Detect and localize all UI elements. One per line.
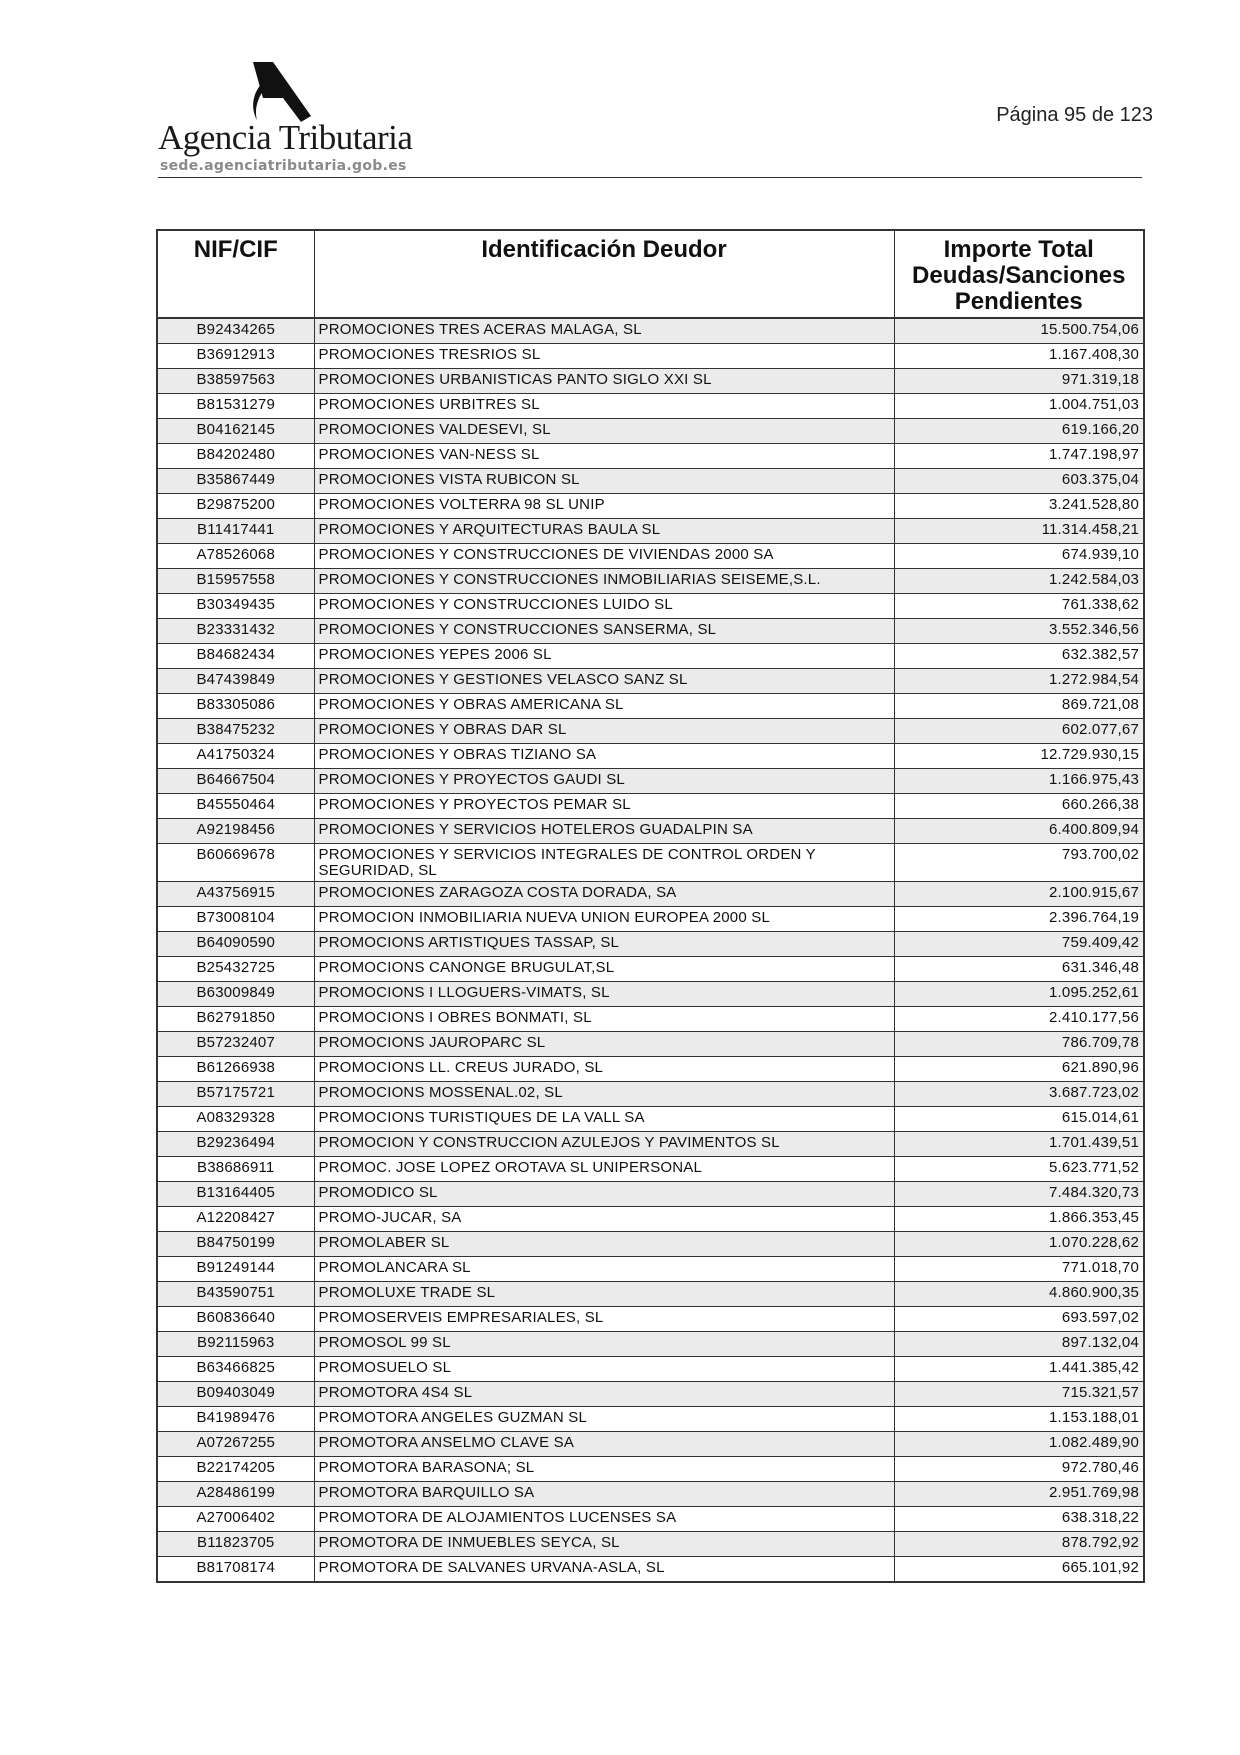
table-row <box>157 882 1144 907</box>
debtor-name-cell: PROMOSOL 99 SL <box>314 1332 894 1357</box>
nif-cell: B25432725 <box>157 957 314 982</box>
debtor-name-cell: PROMOCIONES Y SERVICIOS INTEGRALES DE CONTROL ORDEN Y SEGURIDAD, SL <box>314 844 894 882</box>
amount-cell: 632.382,57 <box>894 644 1144 669</box>
debtor-name-cell: PROMOCIONES Y OBRAS AMERICANA SL <box>314 694 894 719</box>
nif-cell: A92198456 <box>157 819 314 844</box>
amount-cell: 665.101,92 <box>894 1557 1144 1583</box>
nif-cell: B83305086 <box>157 694 314 719</box>
table-row <box>157 794 1144 819</box>
table-row <box>157 644 1144 669</box>
debtor-name-cell: PROMOCIONES Y OBRAS DAR SL <box>314 719 894 744</box>
table-row <box>157 419 1144 444</box>
table-row <box>157 719 1144 744</box>
nif-cell: B64667504 <box>157 769 314 794</box>
nif-cell: A78526068 <box>157 544 314 569</box>
table-row <box>157 907 1144 932</box>
table-row <box>157 1182 1144 1207</box>
table-row <box>157 769 1144 794</box>
nif-cell: A43756915 <box>157 882 314 907</box>
debtor-name-cell: PROMOCIONS JAUROPARC SL <box>314 1032 894 1057</box>
nif-cell: B60836640 <box>157 1307 314 1332</box>
amount-cell: 759.409,42 <box>894 932 1144 957</box>
debtor-name-cell: PROMOTORA DE SALVANES URVANA-ASLA, SL <box>314 1557 894 1583</box>
table-body <box>157 318 1144 1582</box>
nif-cell: B38597563 <box>157 369 314 394</box>
debtor-name-cell: PROMOTORA ANGELES GUZMAN SL <box>314 1407 894 1432</box>
nif-cell: B38475232 <box>157 719 314 744</box>
table-row <box>157 844 1144 882</box>
amount-cell: 2.951.769,98 <box>894 1482 1144 1507</box>
table-row <box>157 1032 1144 1057</box>
amount-cell: 1.272.984,54 <box>894 669 1144 694</box>
debtor-name-cell: PROMOCIONES Y ARQUITECTURAS BAULA SL <box>314 519 894 544</box>
table-row <box>157 744 1144 769</box>
nif-cell: B36912913 <box>157 344 314 369</box>
amount-cell: 1.441.385,42 <box>894 1357 1144 1382</box>
amount-cell: 631.346,48 <box>894 957 1144 982</box>
column-header-importe: Importe Total Deudas/Sanciones Pendientes <box>894 230 1144 318</box>
nif-cell: B84750199 <box>157 1232 314 1257</box>
amount-cell: 2.396.764,19 <box>894 907 1144 932</box>
table-row <box>157 1157 1144 1182</box>
debtor-name-cell: PROMOCIONES VAN-NESS SL <box>314 444 894 469</box>
debtor-name-cell: PROMOCIONES Y PROYECTOS PEMAR SL <box>314 794 894 819</box>
amount-cell: 786.709,78 <box>894 1032 1144 1057</box>
debtor-name-cell: PROMOCIONES Y CONSTRUCCIONES SANSERMA, SL <box>314 619 894 644</box>
table-row <box>157 1057 1144 1082</box>
table-row <box>157 1432 1144 1457</box>
debtor-name-cell: PROMOCIONS MOSSENAL.02, SL <box>314 1082 894 1107</box>
amount-cell: 1.242.584,03 <box>894 569 1144 594</box>
nif-cell: B38686911 <box>157 1157 314 1182</box>
table-row <box>157 1507 1144 1532</box>
nif-cell: A08329328 <box>157 1107 314 1132</box>
agencia-tributaria-logo-icon <box>243 62 313 124</box>
table-row <box>157 957 1144 982</box>
debtor-name-cell: PROMOLUXE TRADE SL <box>314 1282 894 1307</box>
debtor-name-cell: PROMOC. JOSE LOPEZ OROTAVA SL UNIPERSONAL <box>314 1157 894 1182</box>
table-row <box>157 469 1144 494</box>
table-row <box>157 1257 1144 1282</box>
table-row <box>157 1207 1144 1232</box>
nif-cell: B62791850 <box>157 1007 314 1032</box>
amount-cell: 1.095.252,61 <box>894 982 1144 1007</box>
nif-cell: B92115963 <box>157 1332 314 1357</box>
debtor-name-cell: PROMO-JUCAR, SA <box>314 1207 894 1232</box>
page-header <box>0 0 1240 180</box>
nif-cell: A41750324 <box>157 744 314 769</box>
nif-cell: B09403049 <box>157 1382 314 1407</box>
nif-cell: A07267255 <box>157 1432 314 1457</box>
amount-cell: 693.597,02 <box>894 1307 1144 1332</box>
amount-cell: 11.314.458,21 <box>894 519 1144 544</box>
nif-cell: A28486199 <box>157 1482 314 1507</box>
amount-cell: 1.747.198,97 <box>894 444 1144 469</box>
amount-cell: 3.552.346,56 <box>894 619 1144 644</box>
nif-cell: B23331432 <box>157 619 314 644</box>
table-row <box>157 1132 1144 1157</box>
debtor-name-cell: PROMOTORA DE INMUEBLES SEYCA, SL <box>314 1532 894 1557</box>
debtor-name-cell: PROMOTORA BARQUILLO SA <box>314 1482 894 1507</box>
table-row <box>157 494 1144 519</box>
amount-cell: 715.321,57 <box>894 1382 1144 1407</box>
nif-cell: B63466825 <box>157 1357 314 1382</box>
table-header <box>157 230 1144 318</box>
nif-cell: B81531279 <box>157 394 314 419</box>
table-row <box>157 519 1144 544</box>
debtor-name-cell: PROMOCIONES YEPES 2006 SL <box>314 644 894 669</box>
amount-cell: 6.400.809,94 <box>894 819 1144 844</box>
nif-cell: B84202480 <box>157 444 314 469</box>
column-header-nif: NIF/CIF <box>157 230 314 318</box>
amount-cell: 7.484.320,73 <box>894 1182 1144 1207</box>
nif-cell: B45550464 <box>157 794 314 819</box>
amount-cell: 12.729.930,15 <box>894 744 1144 769</box>
amount-cell: 1.166.975,43 <box>894 769 1144 794</box>
table-row <box>157 1557 1144 1583</box>
debtor-name-cell: PROMOCIONES ZARAGOZA COSTA DORADA, SA <box>314 882 894 907</box>
debtor-name-cell: PROMOCIONES VISTA RUBICON SL <box>314 469 894 494</box>
debtor-name-cell: PROMOCIONS LL. CREUS JURADO, SL <box>314 1057 894 1082</box>
nif-cell: B57232407 <box>157 1032 314 1057</box>
nif-cell: B35867449 <box>157 469 314 494</box>
debtor-name-cell: PROMOCIONS I LLOGUERS-VIMATS, SL <box>314 982 894 1007</box>
nif-cell: B30349435 <box>157 594 314 619</box>
table-row <box>157 1332 1144 1357</box>
debtor-name-cell: PROMOCION INMOBILIARIA NUEVA UNION EUROPEA 2000 SL <box>314 907 894 932</box>
debtor-name-cell: PROMOTORA 4S4 SL <box>314 1382 894 1407</box>
amount-cell: 5.623.771,52 <box>894 1157 1144 1182</box>
debtor-name-cell: PROMOCIONES TRESRIOS SL <box>314 344 894 369</box>
amount-cell: 1.167.408,30 <box>894 344 1144 369</box>
nif-cell: B73008104 <box>157 907 314 932</box>
table-row <box>157 694 1144 719</box>
debtor-name-cell: PROMOTORA BARASONA; SL <box>314 1457 894 1482</box>
amount-cell: 1.082.489,90 <box>894 1432 1144 1457</box>
table-row <box>157 619 1144 644</box>
debtor-name-cell: PROMOSERVEIS EMPRESARIALES, SL <box>314 1307 894 1332</box>
debtor-name-cell: PROMOCIONES VALDESEVI, SL <box>314 419 894 444</box>
nif-cell: B81708174 <box>157 1557 314 1583</box>
debtor-name-cell: PROMOLABER SL <box>314 1232 894 1257</box>
debtor-name-cell: PROMOCIONES Y PROYECTOS GAUDI SL <box>314 769 894 794</box>
debtor-name-cell: PROMOCION Y CONSTRUCCION AZULEJOS Y PAVIMENTOS SL <box>314 1132 894 1157</box>
nif-cell: B61266938 <box>157 1057 314 1082</box>
amount-cell: 869.721,08 <box>894 694 1144 719</box>
nif-cell: B92434265 <box>157 318 314 344</box>
debtor-name-cell: PROMOCIONES URBANISTICAS PANTO SIGLO XXI SL <box>314 369 894 394</box>
table-row <box>157 1382 1144 1407</box>
table-row <box>157 1532 1144 1557</box>
nif-cell: B60669678 <box>157 844 314 882</box>
amount-cell: 4.860.900,35 <box>894 1282 1144 1307</box>
debtor-name-cell: PROMOCIONES VOLTERRA 98 SL UNIP <box>314 494 894 519</box>
nif-cell: B84682434 <box>157 644 314 669</box>
table-row <box>157 318 1144 344</box>
amount-cell: 3.687.723,02 <box>894 1082 1144 1107</box>
debtor-name-cell: PROMOCIONES Y CONSTRUCCIONES LUIDO SL <box>314 594 894 619</box>
amount-cell: 1.004.751,03 <box>894 394 1144 419</box>
debtor-name-cell: PROMOCIONES Y SERVICIOS HOTELEROS GUADALPIN SA <box>314 819 894 844</box>
debtor-name-cell: PROMOCIONES URBITRES SL <box>314 394 894 419</box>
table-row <box>157 1457 1144 1482</box>
nif-cell: B04162145 <box>157 419 314 444</box>
amount-cell: 761.338,62 <box>894 594 1144 619</box>
table-row <box>157 1307 1144 1332</box>
debtors-table <box>156 229 1145 1583</box>
nif-cell: B47439849 <box>157 669 314 694</box>
table-row <box>157 669 1144 694</box>
nif-cell: B11823705 <box>157 1532 314 1557</box>
nif-cell: B11417441 <box>157 519 314 544</box>
debtor-name-cell: PROMOCIONS CANONGE BRUGULAT,SL <box>314 957 894 982</box>
amount-cell: 674.939,10 <box>894 544 1144 569</box>
page-number: Página 95 de 123 <box>996 104 1153 126</box>
table-row <box>157 594 1144 619</box>
header-divider <box>158 177 1142 178</box>
nif-cell: B41989476 <box>157 1407 314 1432</box>
nif-cell: B63009849 <box>157 982 314 1007</box>
nif-cell: A27006402 <box>157 1507 314 1532</box>
amount-cell: 660.266,38 <box>894 794 1144 819</box>
debtor-name-cell: PROMOCIONS ARTISTIQUES TASSAP, SL <box>314 932 894 957</box>
table-row <box>157 819 1144 844</box>
debtor-name-cell: PROMODICO SL <box>314 1182 894 1207</box>
table-row <box>157 1282 1144 1307</box>
nif-cell: A12208427 <box>157 1207 314 1232</box>
table-row <box>157 1357 1144 1382</box>
amount-cell: 638.318,22 <box>894 1507 1144 1532</box>
amount-cell: 621.890,96 <box>894 1057 1144 1082</box>
table-row <box>157 1107 1144 1132</box>
amount-cell: 1.153.188,01 <box>894 1407 1144 1432</box>
amount-cell: 615.014,61 <box>894 1107 1144 1132</box>
table-row <box>157 544 1144 569</box>
table-row <box>157 444 1144 469</box>
table-row <box>157 982 1144 1007</box>
table-row <box>157 394 1144 419</box>
nif-cell: B29875200 <box>157 494 314 519</box>
amount-cell: 897.132,04 <box>894 1332 1144 1357</box>
table-row <box>157 1232 1144 1257</box>
nif-cell: B57175721 <box>157 1082 314 1107</box>
amount-cell: 971.319,18 <box>894 369 1144 394</box>
nif-cell: B29236494 <box>157 1132 314 1157</box>
table-row <box>157 369 1144 394</box>
debtor-name-cell: PROMOCIONS TURISTIQUES DE LA VALL SA <box>314 1107 894 1132</box>
nif-cell: B43590751 <box>157 1282 314 1307</box>
debtor-name-cell: PROMOTORA DE ALOJAMIENTOS LUCENSES SA <box>314 1507 894 1532</box>
nif-cell: B15957558 <box>157 569 314 594</box>
table-row <box>157 1007 1144 1032</box>
nif-cell: B64090590 <box>157 932 314 957</box>
amount-cell: 15.500.754,06 <box>894 318 1144 344</box>
amount-cell: 603.375,04 <box>894 469 1144 494</box>
debtor-name-cell: PROMOCIONES Y GESTIONES VELASCO SANZ SL <box>314 669 894 694</box>
table-row <box>157 569 1144 594</box>
table-row <box>157 344 1144 369</box>
amount-cell: 602.077,67 <box>894 719 1144 744</box>
debtor-name-cell: PROMOTORA ANSELMO CLAVE SA <box>314 1432 894 1457</box>
amount-cell: 972.780,46 <box>894 1457 1144 1482</box>
amount-cell: 1.701.439,51 <box>894 1132 1144 1157</box>
debtor-name-cell: PROMOLANCARA SL <box>314 1257 894 1282</box>
amount-cell: 619.166,20 <box>894 419 1144 444</box>
debtor-name-cell: PROMOSUELO SL <box>314 1357 894 1382</box>
debtor-name-cell: PROMOCIONES Y CONSTRUCCIONES INMOBILIARIAS SEISEME,S.L. <box>314 569 894 594</box>
nif-cell: B13164405 <box>157 1182 314 1207</box>
amount-cell: 793.700,02 <box>894 844 1144 882</box>
amount-cell: 2.100.915,67 <box>894 882 1144 907</box>
table-row <box>157 1482 1144 1507</box>
debtor-name-cell: PROMOCIONS I OBRES BONMATI, SL <box>314 1007 894 1032</box>
debtor-name-cell: PROMOCIONES Y OBRAS TIZIANO SA <box>314 744 894 769</box>
table-row <box>157 932 1144 957</box>
amount-cell: 771.018,70 <box>894 1257 1144 1282</box>
logo-wordmark: Agencia Tributaria <box>158 118 413 157</box>
amount-cell: 2.410.177,56 <box>894 1007 1144 1032</box>
amount-cell: 878.792,92 <box>894 1532 1144 1557</box>
nif-cell: B91249144 <box>157 1257 314 1282</box>
logo-url: sede.agenciatributaria.gob.es <box>160 158 407 174</box>
amount-cell: 1.866.353,45 <box>894 1207 1144 1232</box>
table-row <box>157 1407 1144 1432</box>
column-header-identificacion: Identificación Deudor <box>314 230 894 318</box>
debtor-name-cell: PROMOCIONES TRES ACERAS MALAGA, SL <box>314 318 894 344</box>
amount-cell: 3.241.528,80 <box>894 494 1144 519</box>
amount-cell: 1.070.228,62 <box>894 1232 1144 1257</box>
table-row <box>157 1082 1144 1107</box>
nif-cell: B22174205 <box>157 1457 314 1482</box>
debtor-name-cell: PROMOCIONES Y CONSTRUCCIONES DE VIVIENDAS 2000 SA <box>314 544 894 569</box>
